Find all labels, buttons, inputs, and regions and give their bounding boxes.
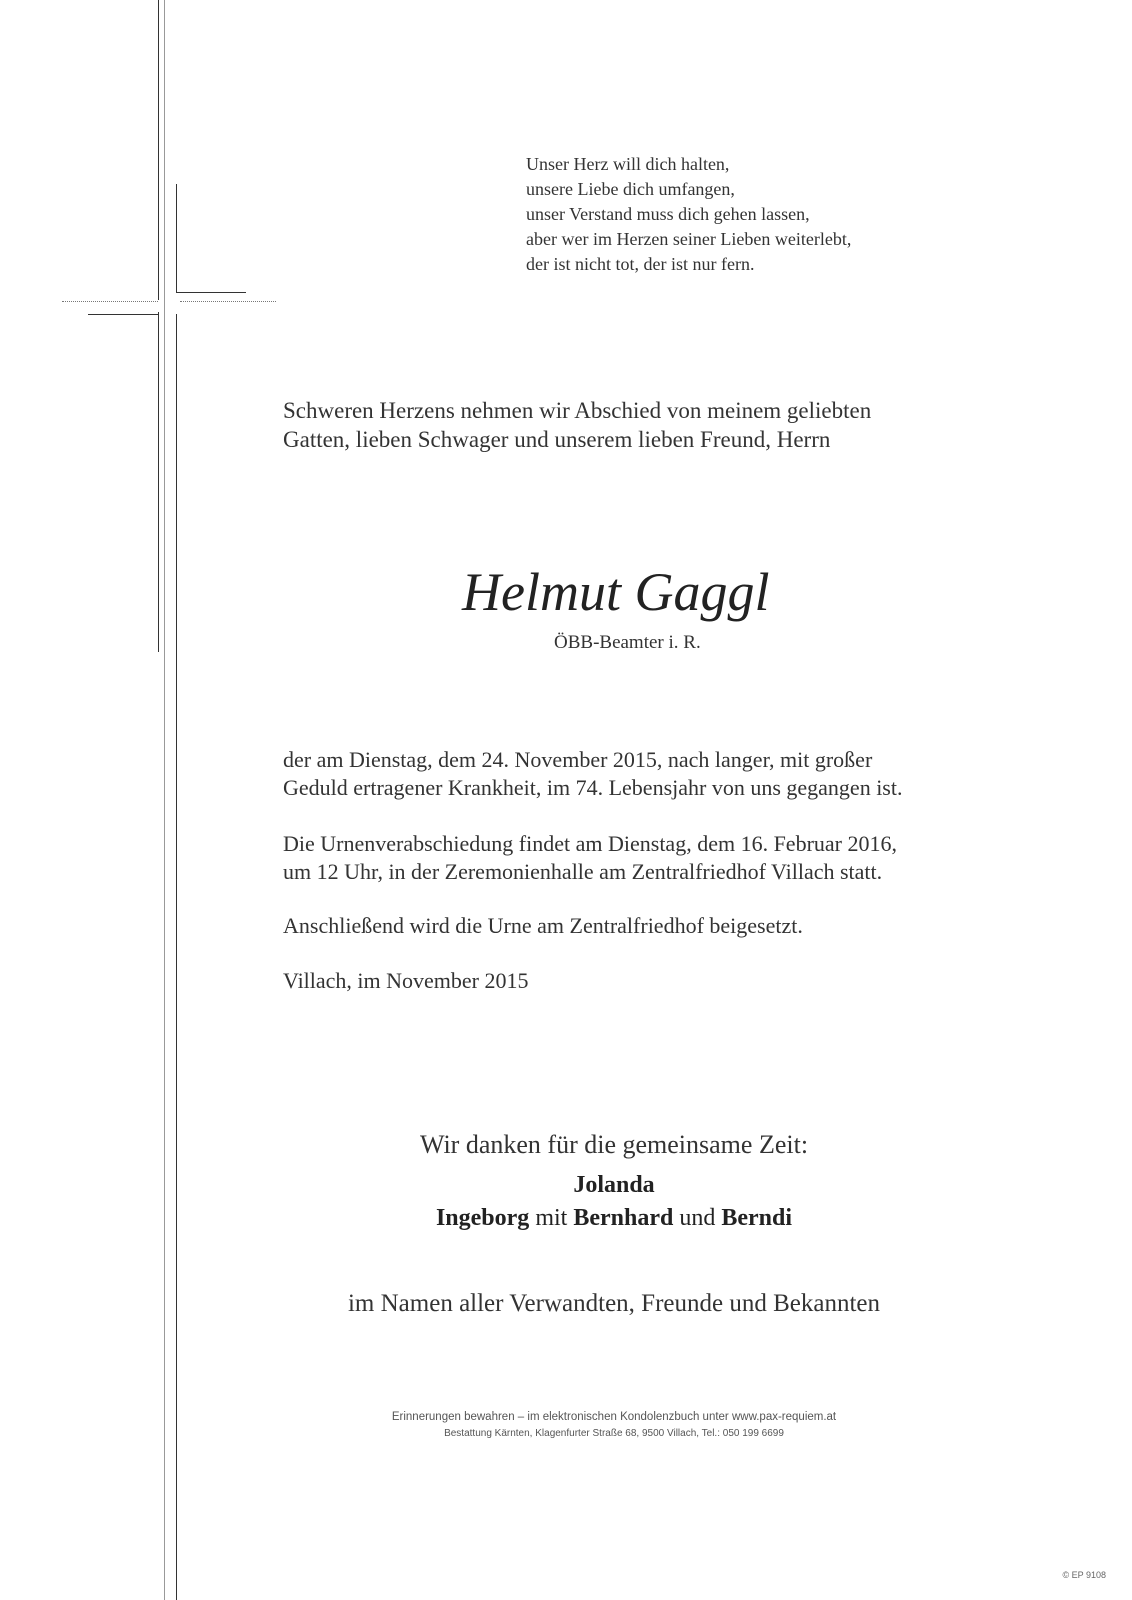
farewell-intro bbox=[283, 396, 1003, 454]
poem-line: aber wer im Herzen seiner Lieben weiterlebt, bbox=[526, 229, 852, 249]
poem-line: unser Verstand muss dich gehen lassen, bbox=[526, 204, 810, 224]
burial-notice bbox=[283, 912, 1043, 940]
intro-line: Schweren Herzens nehmen wir Abschied von meinem geliebten bbox=[283, 398, 872, 423]
deceased-name: Helmut Gaggl bbox=[462, 562, 770, 622]
mourner-name: Jolanda bbox=[573, 1172, 655, 1198]
ceremony-line: Die Urnenverabschiedung findet am Dienstag, dem 16. Februar 2016, bbox=[283, 831, 897, 856]
funeral-home-address: Bestattung Kärnten, Klagenfurter Straße 68, 9500 Villach, Tel.: 050 199 6699 bbox=[444, 1428, 784, 1439]
family-line-2 bbox=[0, 1205, 1132, 1232]
poem-line: unsere Liebe dich umfangen, bbox=[526, 179, 735, 199]
memorial-poem bbox=[526, 152, 946, 277]
poem-line: Unser Herz will dich halten, bbox=[526, 154, 730, 174]
ceremony-notice bbox=[283, 830, 1043, 886]
connector-word: mit bbox=[535, 1205, 568, 1231]
connector-word: und bbox=[679, 1205, 716, 1231]
mourner-name: Bernhard bbox=[573, 1205, 674, 1231]
burial-line: Anschließend wird die Urne am Zentralfriedhof beigesetzt. bbox=[283, 913, 803, 938]
mourner-name: Berndi bbox=[721, 1205, 793, 1231]
deceased-title: ÖBB-Beamter i. R. bbox=[554, 632, 701, 653]
place-date-line: Villach, im November 2015 bbox=[283, 968, 529, 993]
death-line: der am Dienstag, dem 24. November 2015, nach langer, mit großer bbox=[283, 747, 873, 772]
death-notice bbox=[283, 746, 1043, 802]
poem-line: der ist nicht tot, der ist nur fern. bbox=[526, 254, 755, 274]
relatives-line: im Namen aller Verwandten, Freunde und Bekannten bbox=[347, 1290, 881, 1317]
family-line-1 bbox=[0, 1172, 1132, 1199]
death-line: Geduld ertragener Krankheit, im 74. Lebensjahr von uns gegangen ist. bbox=[283, 775, 903, 800]
mourner-name: Ingeborg bbox=[435, 1205, 530, 1231]
place-date bbox=[283, 967, 1043, 995]
intro-line: Gatten, lieben Schwager und unserem lieben Freund, Herrn bbox=[283, 427, 831, 452]
thanks-line: Wir danken für die gemeinsame Zeit: bbox=[419, 1130, 809, 1159]
print-code: © EP 9108 bbox=[1062, 1570, 1106, 1580]
condolence-book-note: Erinnerungen bewahren – im elektronischen Kondolenzbuch unter www.pax-requiem.at bbox=[391, 1411, 837, 1423]
ceremony-line: um 12 Uhr, in der Zeremonienhalle am Zentralfriedhof Villach statt. bbox=[283, 859, 883, 884]
